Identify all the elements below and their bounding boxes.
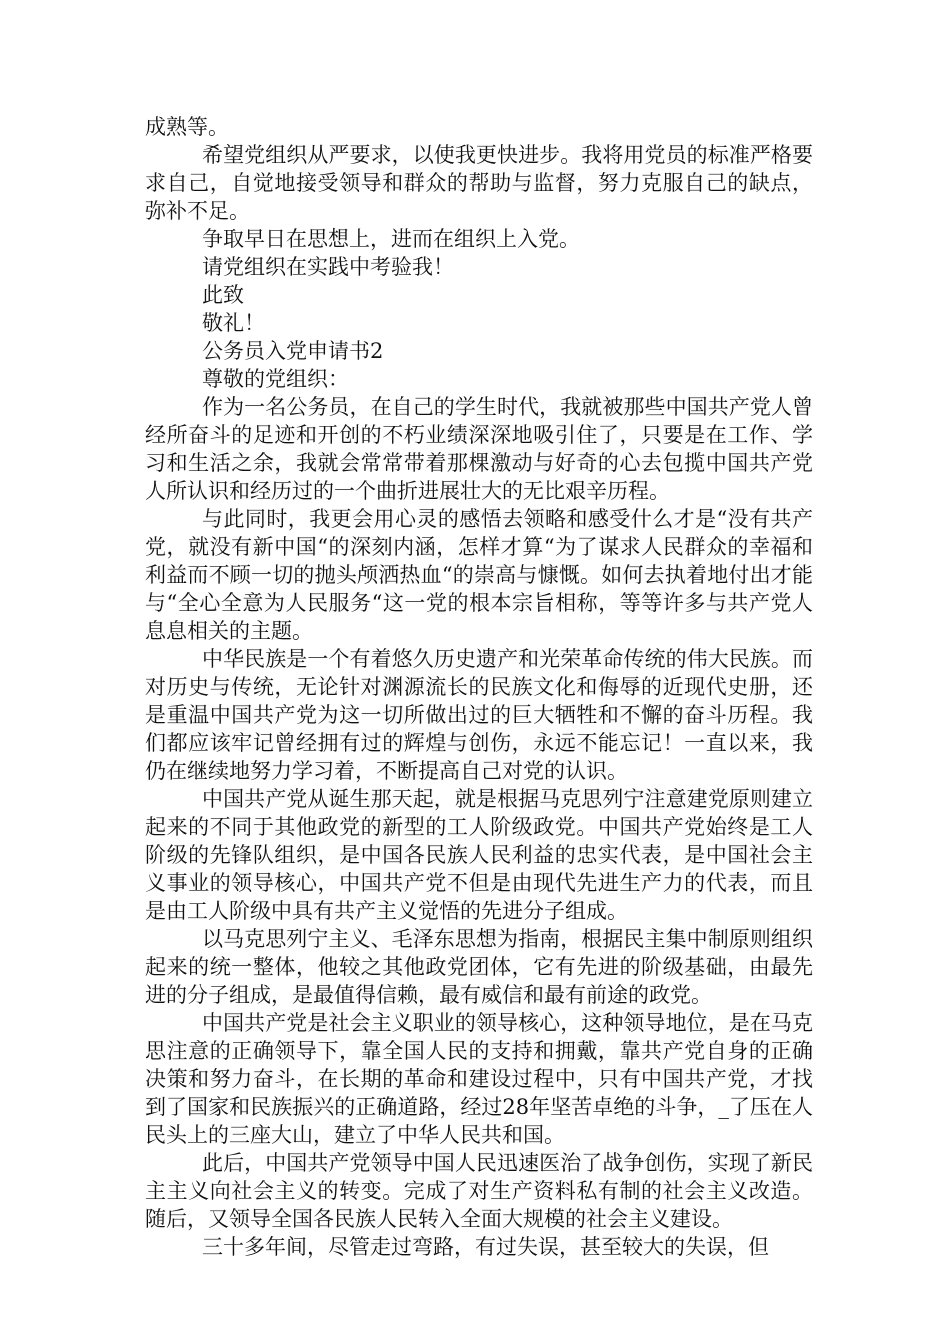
paragraph-student-days: 作为一名公务员，在自己的学生时代，我就被那些中国共产党人曾经所奋斗的足迹和开创的不朽业绩深深地吸引住了，只要是在工作、学习和生活之余，我就会常常带着那棵激动与好奇的心去包揽中国共产党人所认识和经历过的一个曲折进展壮大的无比艰辛历程。 (145, 395, 813, 503)
paragraph-request: 请党组织在实践中考验我！ (202, 255, 454, 279)
closing-regards: 敬礼！ (202, 311, 265, 335)
paragraph-guidance: 以马克思列宁主义、毛泽东思想为指南，根据民主集中制原则组织起来的统一整体，他较之其他政党团体，它有先进的阶级基础，由最先进的分子组成，是最值得信赖，最有威信和最有前途的政党。 (145, 927, 813, 1007)
paragraph-thirty-years: 三十多年间，尽管走过弯路，有过失误，甚至较大的失误，但 (202, 1235, 769, 1259)
paragraph-meanwhile: 与此同时，我更会用心灵的感悟去领略和感受什么才是“没有共产党，就没有新中国“的深刻内涵，怎样才算“为了谋求人民群众的幸福和利益而不顾一切的抛头颅洒热血“的崇高与慷慨。如何去执着地付出才能与“全心全意为人民服务“这一党的根本宗旨相称，等等许多与共产党人息息相关的主题。 (145, 507, 813, 643)
paragraph-strive: 争取早日在思想上，进而在组织上入党。 (202, 227, 580, 251)
paragraph-nation: 中华民族是一个有着悠久历史遗产和光荣革命传统的伟大民族。而对历史与传统，无论针对渊源流长的民族文化和侮辱的近现代史册，还是重温中国共产党为这一切所做出过的巨大牺牲和不懈的奋斗历程。我们都应该牢记曾经拥有过的辉煌与创伤，永远不能忘记！一直以来，我仍在继续地努力学习着，不断提高自己对党的认识。 (145, 647, 813, 783)
letter-greeting: 尊敬的党组织： (202, 367, 349, 391)
paragraph-leadership: 中国共产党是社会主义职业的领导核心，这种领导地位，是在马克思注意的正确领导下，靠全国人民的支持和拥戴，靠共产党自身的正确决策和努力奋斗，在长期的革命和建设过程中，只有中国共产党，才找到了国家和民族振兴的正确道路，经过28年坚苦卓绝的斗争，_了压在人民头上的三座大山，建立了中华人民共和国。 (145, 1011, 813, 1147)
section-heading: 公务员入党申请书2 (202, 339, 384, 363)
paragraph-hope: 希望党组织从严要求，以使我更快进步。我将用党员的标准严格要求自己，自觉地接受领导和群众的帮助与监督，努力克服自己的缺点，弥补不足。 (145, 143, 813, 223)
closing-salutation: 此致 (202, 283, 244, 307)
paragraph-afterwards: 此后，中国共产党领导中国人民迅速医治了战争创伤，实现了新民主主义向社会主义的转变。完成了对生产资料私有制的社会主义改造。随后，又领导全国各民族人民转入全面大规模的社会主义建设。 (145, 1151, 813, 1231)
paragraph-continuation: 成熟等。 (145, 115, 229, 139)
paragraph-founding: 中国共产党从诞生那天起，就是根据马克思列宁注意建党原则建立起来的不同于其他政党的新型的工人阶级政党。中国共产党始终是工人阶级的先锋队组织，是中国各民族人民利益的忠实代表，是中国社会主义事业的领导核心，中国共产党不但是由现代先进生产力的代表，而且是由工人阶级中具有共产主义觉悟的先进分子组成。 (145, 787, 813, 923)
document-body (145, 113, 813, 1261)
